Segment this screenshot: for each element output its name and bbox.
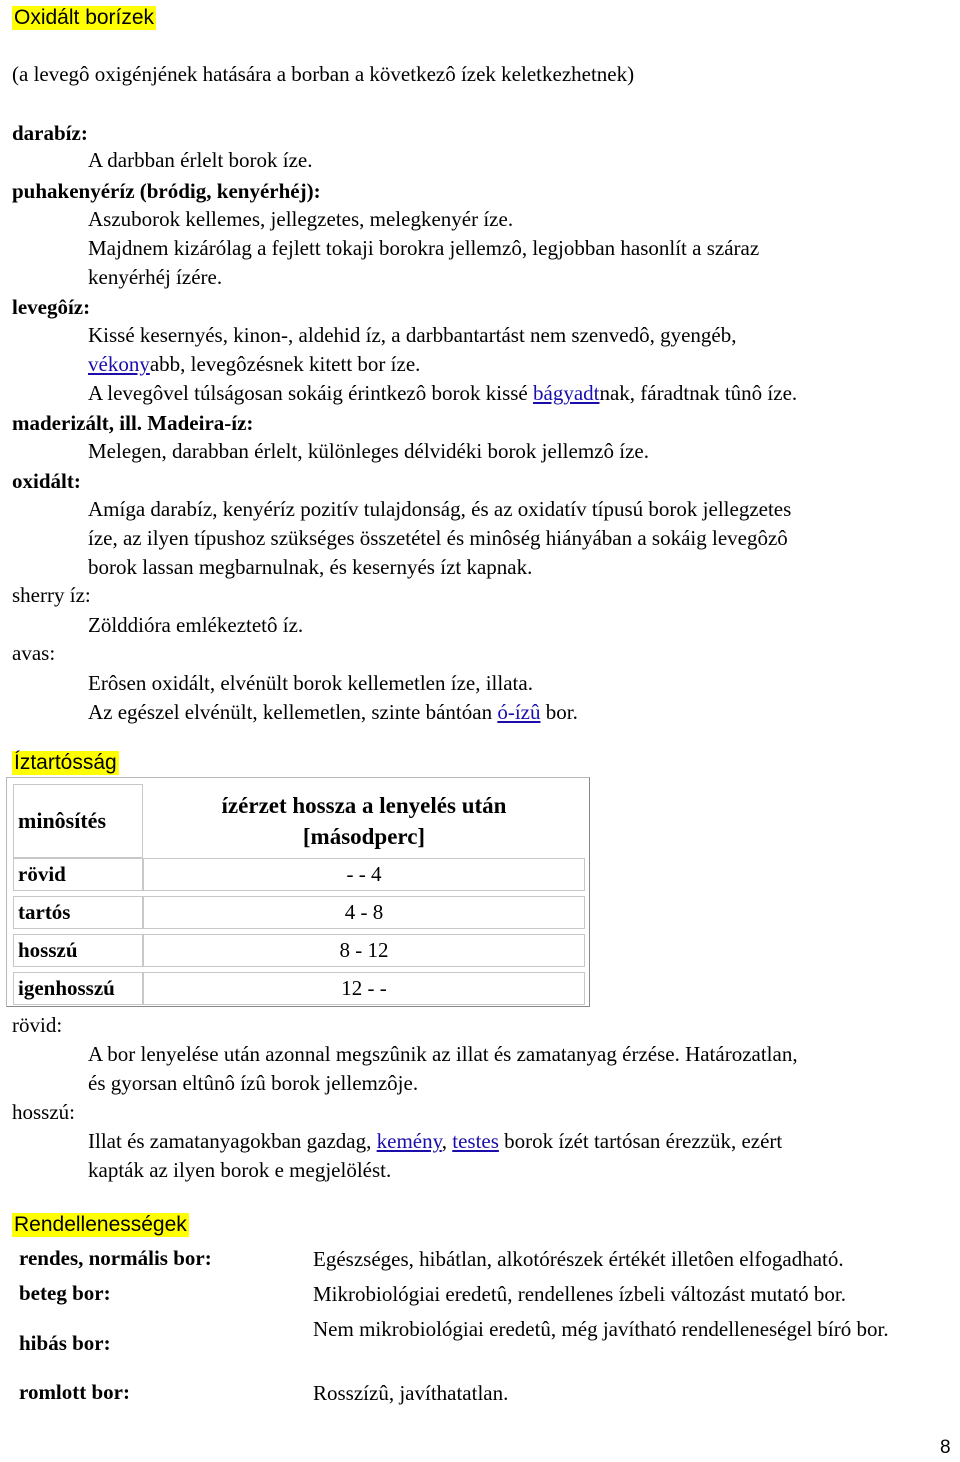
section-title-iztartossag	[12, 751, 119, 775]
def-sherry: Zölddióra emlékeztetô íz.	[88, 613, 304, 637]
term-rovid: rövid:	[12, 1013, 63, 1037]
rendellenes-term: romlott bor:	[19, 1380, 130, 1404]
link-o-izu[interactable]: ó-ízû	[497, 700, 541, 724]
rendellenes-def: Rosszízû, javíthatatlan.	[313, 1381, 509, 1405]
rendellenes-def: Nem mikrobiológiai eredetû, még javítható rendelleneségel bíró bor.	[313, 1317, 889, 1341]
page-number: 8	[940, 1437, 951, 1458]
def-levegoiz-3-pre: A levegôvel túlságosan sokáig érintkezô borok kissé	[88, 381, 533, 405]
link-bagyadt[interactable]: bágyadt	[533, 381, 600, 405]
term-levegoiz: levegôíz:	[12, 295, 91, 319]
term-sherry: sherry íz:	[12, 583, 91, 607]
def-hosszu-1-sep: ,	[441, 1129, 453, 1153]
link-vekony[interactable]: vékony	[88, 352, 150, 376]
table-row-value: 12 - -	[143, 972, 585, 1005]
table-header-minosites: minôsítés	[13, 784, 143, 858]
term-hosszu: hosszú:	[12, 1100, 75, 1124]
section-title-text: Rendellenességek	[14, 1213, 187, 1236]
def-puhakenyeriz-3: kenyérhéj ízére.	[88, 265, 223, 289]
def-levegoiz-3-post: nak, fáradtnak tûnô íze.	[599, 381, 798, 405]
def-darabiz: A darbban érlelt borok íze.	[88, 148, 313, 172]
term-darabiz: darabíz:	[12, 121, 88, 145]
section-title-text: Oxidált borízek	[14, 6, 155, 29]
section-title-text: Íztartósság	[14, 751, 117, 774]
table-row-value: - - 4	[143, 858, 585, 891]
intro-text: (a levegô oxigénjének hatására a borban a következô ízek keletkezhetnek)	[12, 62, 635, 86]
rendellenes-term: rendes, normális bor:	[19, 1246, 212, 1270]
def-oxidalt-3: borok lassan megbarnulnak, és kesernyés ízt kapnak.	[88, 555, 533, 579]
def-maderizalt: Melegen, darabban érlelt, különleges délvidéki borok jellemzô íze.	[88, 439, 649, 463]
def-levegoiz-3	[88, 379, 797, 408]
def-hosszu-1	[88, 1127, 782, 1156]
iztartossag-table	[6, 777, 590, 1007]
term-avas: avas:	[12, 641, 56, 665]
term-puhakenyeriz: puhakenyéríz (bródig, kenyérhéj):	[12, 179, 321, 203]
table-header-izerzet	[143, 784, 585, 858]
section-title-rendellenes	[12, 1213, 189, 1237]
term-oxidalt: oxidált:	[12, 469, 81, 493]
def-hosszu-1-post: borok ízét tartósan érezzük, ezért	[498, 1129, 783, 1153]
def-rovid-2: és gyorsan eltûnô ízû borok jellemzôje.	[88, 1071, 419, 1095]
table-row-label: rövid	[13, 858, 143, 891]
def-rovid-1: A bor lenyelése után azonnal megszûnik az illat és zamatanyag érzése. Határozatlan,	[88, 1042, 798, 1066]
rendellenes-def: Mikrobiológiai eredetû, rendellenes ízbeli változást mutató bor.	[313, 1282, 847, 1306]
rendellenes-term: beteg bor:	[19, 1281, 111, 1305]
def-levegoiz-2-rest: abb, levegôzésnek kitett bor íze.	[149, 352, 421, 376]
rendellenes-def: Egészséges, hibátlan, alkotórészek értékét illetôen elfogadható.	[313, 1247, 844, 1271]
def-hosszu-2: kapták az ilyen borok e megjelölést.	[88, 1158, 392, 1182]
def-puhakenyeriz-1: Aszuborok kellemes, jellegzetes, melegkenyér íze.	[88, 207, 514, 231]
table-row-label: hosszú	[13, 934, 143, 967]
def-avas-2-pre: Az egészel elvénült, kellemetlen, szinte bántóan	[88, 700, 498, 724]
def-avas-2	[88, 698, 578, 727]
def-oxidalt-1: Amíga darabíz, kenyéríz pozitív tulajdonság, és az oxidatív típusú borok jellegzetes	[88, 497, 792, 521]
def-puhakenyeriz-2: Majdnem kizárólag a fejlett tokaji borokra jellemzô, legjobban hasonlít a száraz	[88, 236, 760, 260]
link-testes[interactable]: testes	[452, 1129, 499, 1153]
def-avas-1: Erôsen oxidált, elvénült borok kellemetlen íze, illata.	[88, 671, 533, 695]
table-row-label: tartós	[13, 896, 143, 929]
link-kemeny[interactable]: kemény	[376, 1129, 442, 1153]
table-header-izerzet-line2: [másodperc]	[302, 824, 426, 849]
def-oxidalt-2: íze, az ilyen típushoz szükséges összetétel és minôség hiányában a sokáig levegôzô	[88, 526, 788, 550]
rendellenes-term: hibás bor:	[19, 1331, 111, 1355]
table-header-izerzet-line1: ízérzet hossza a lenyelés után	[221, 793, 507, 818]
def-levegoiz-2	[88, 350, 420, 379]
table-row-label: igenhosszú	[13, 972, 143, 1005]
table-row-value: 4 - 8	[143, 896, 585, 929]
table-row-value: 8 - 12	[143, 934, 585, 967]
def-avas-2-post: bor.	[540, 700, 578, 724]
section-title-oxidalt	[12, 6, 156, 30]
def-hosszu-1-pre: Illat és zamatanyagokban gazdag,	[88, 1129, 377, 1153]
def-levegoiz-1: Kissé kesernyés, kinon-, aldehid íz, a darbbantartást nem szenvedô, gyengéb,	[88, 323, 737, 347]
term-maderizalt: maderizált, ill. Madeira-íz:	[12, 411, 254, 435]
